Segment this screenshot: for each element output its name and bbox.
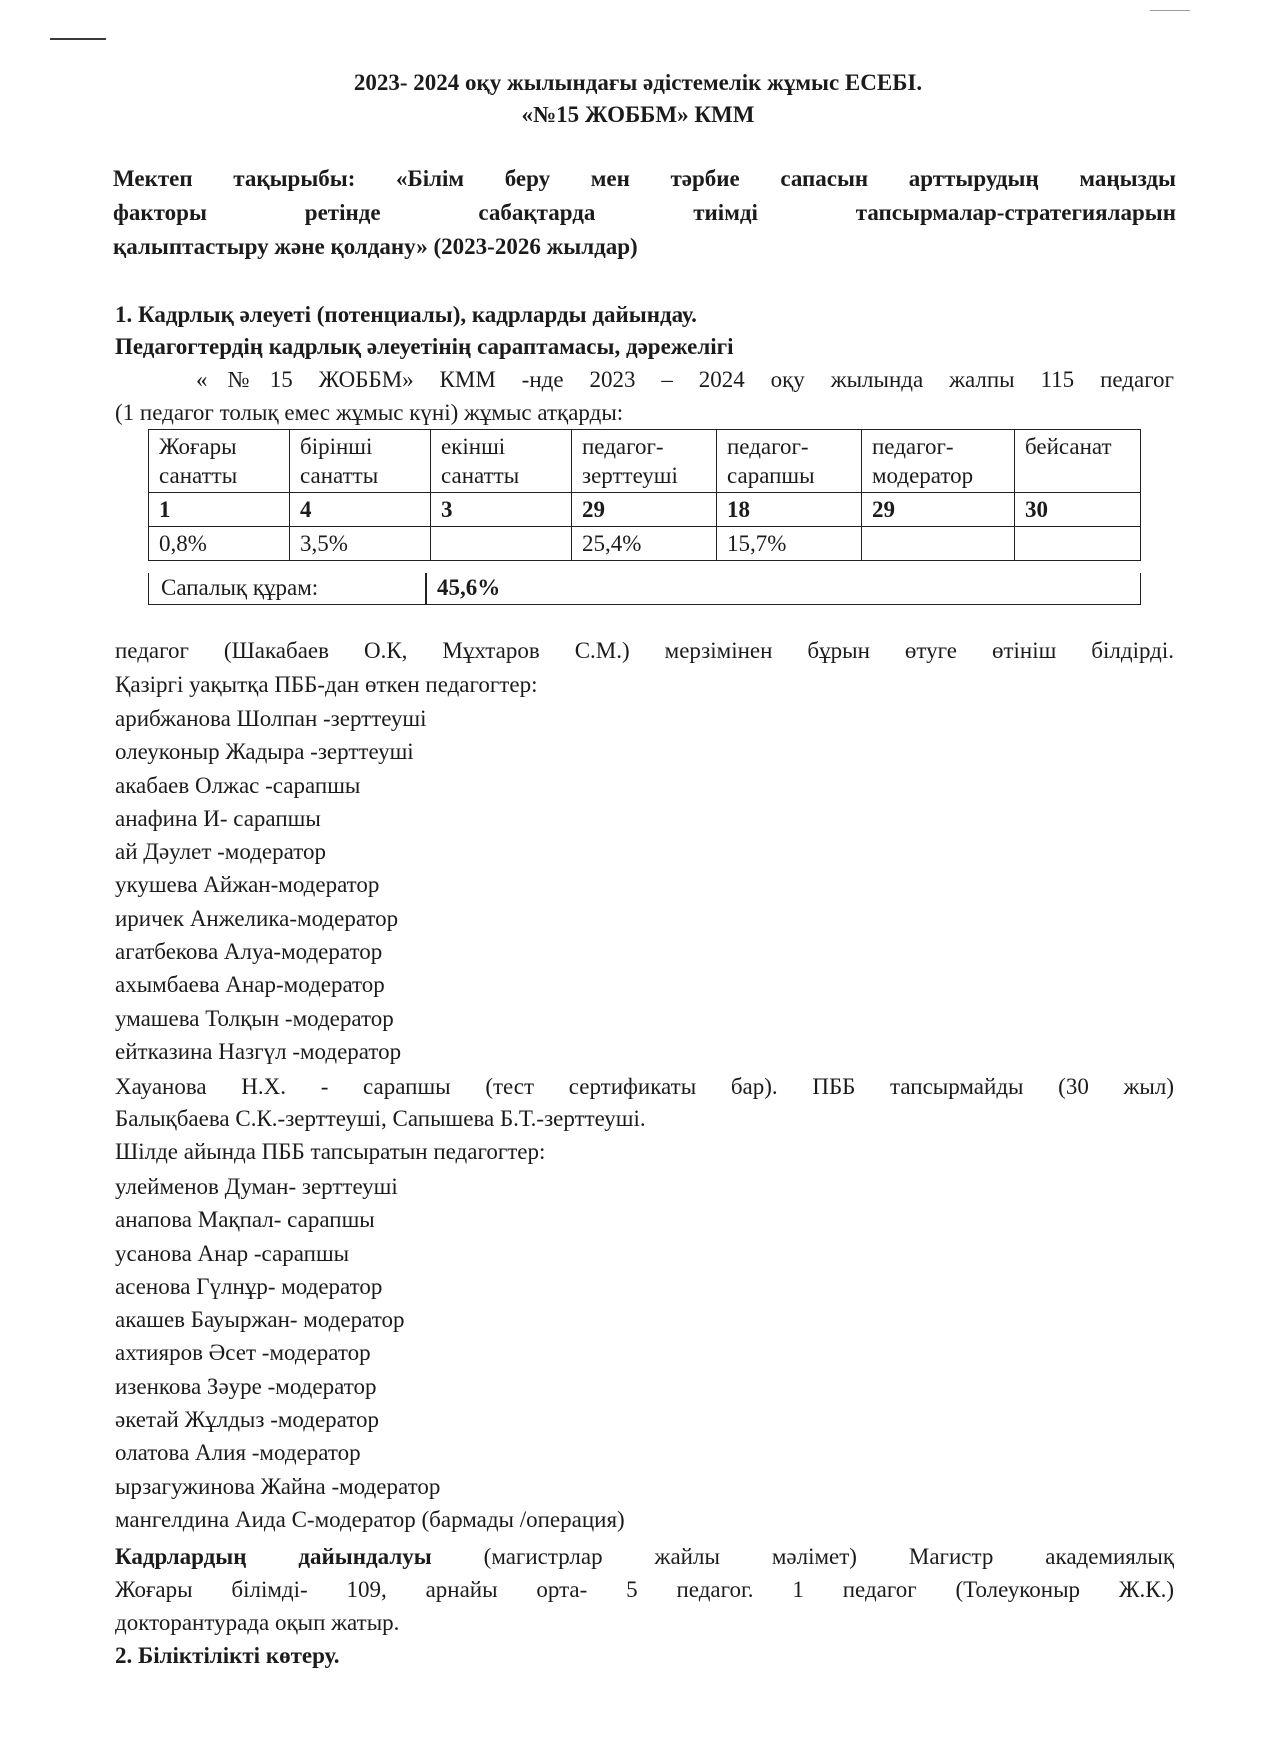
- list-item: ай Дәулет -модератор: [115, 839, 326, 865]
- early-request-text: педагог (Шакабаев О.К, Мұхтаров С.М.) мерзімінен бұрын өтуге өтініш білдірді.: [115, 638, 1174, 663]
- section-1-intro-line: (1 педагог толық емес жұмыс күні) жұмыс атқарды:: [115, 400, 624, 425]
- quality-value: 45,6%: [437, 575, 501, 600]
- header-text: Жоғары: [159, 434, 237, 459]
- header-text: модератор: [872, 463, 974, 488]
- school-theme-line: Мектеп тақырыбы: «Білім беру мен тәрбие сапасын арттырудың маңызды: [113, 166, 1176, 191]
- section-1-intro-line: «№15 ЖОББМ» КММ -нде 2023 – 2024 оқу жылында жалпы 115 педагог: [196, 367, 1174, 392]
- header-text: бейсанат: [1025, 434, 1112, 459]
- list-item: мангелдина Аида С-модератор (бармады /операция): [115, 1506, 625, 1532]
- list-item: ырзагужинова Жайна -модератор: [115, 1473, 441, 1499]
- list-item: усанова Анар -сарапшы: [115, 1240, 350, 1266]
- july-heading: Шілде айында ПББ тапсыратын педагогтер:: [115, 1139, 546, 1164]
- note-line: Балықбаева С.К.-зерттеуші, Сапышева Б.Т.-зерттеуші.: [115, 1106, 646, 1131]
- table-counts-row: [149, 493, 1141, 527]
- scan-artifact: [50, 38, 106, 40]
- training-line: [115, 1542, 1174, 1572]
- list-item: акашев Бауыржан- модератор: [115, 1307, 405, 1333]
- header-text: санатты: [159, 463, 238, 488]
- table-header-cell: [149, 430, 290, 493]
- table-cell: [431, 527, 572, 561]
- table-percents-row: [149, 527, 1141, 561]
- list-item: арибжанова Шолпан -зерттеуші: [115, 706, 427, 731]
- table-header-cell: [862, 430, 1015, 493]
- header-text: санатты: [441, 463, 520, 488]
- table-cell: 25,4%: [572, 527, 717, 561]
- table-cell: 29: [572, 493, 717, 527]
- school-theme-line: факторы ретінде сабақтарда тиімді тапсырмалар-стратегияларын: [113, 200, 1176, 225]
- section-1-heading: 1. Кадрлық әлеуеті (потенциалы), кадрларды дайындау.: [115, 302, 697, 327]
- quality-divider: [425, 573, 427, 604]
- july-teachers-list: [115, 1170, 625, 1536]
- header-text: санатты: [300, 463, 379, 488]
- list-item: ейтказина Назгүл -модератор: [115, 1038, 402, 1064]
- quality-row: [148, 573, 1141, 605]
- table-cell: 3,5%: [290, 527, 431, 561]
- table-cell: 3: [431, 493, 572, 527]
- table-cell: 29: [862, 493, 1015, 527]
- table-header-row: [149, 430, 1141, 493]
- table-cell: 4: [290, 493, 431, 527]
- list-item: олатова Алия -модератор: [115, 1440, 361, 1466]
- list-item: ахтияров Әсет -модератор: [115, 1340, 371, 1366]
- list-item: изенкова Зәуре -модератор: [115, 1373, 377, 1399]
- list-item: улейменов Думан- зерттеуші: [115, 1174, 398, 1199]
- staff-category-table: [148, 429, 1141, 561]
- header-text: педагог-: [727, 434, 809, 459]
- document-title: 2023- 2024 оқу жылындағы әдістемелік жұмыс ЕСЕБІ.: [353, 70, 923, 95]
- table-cell: [1015, 527, 1141, 561]
- passed-teachers-list: [115, 702, 427, 1068]
- list-item: ахымбаева Анар-модератор: [115, 972, 385, 998]
- section-1-subheading: Педагогтердің кадрлық әлеуетінің сараптамасы, дәрежелігі: [115, 334, 734, 359]
- table-cell: 18: [717, 493, 862, 527]
- table-cell: 1: [149, 493, 290, 527]
- list-item: агатбекова Алуа-модератор: [115, 939, 383, 965]
- table-cell: 15,7%: [717, 527, 862, 561]
- section-2-heading: 2. Біліктілікті көтеру.: [115, 1643, 340, 1668]
- header-text: бірінші: [300, 434, 373, 459]
- header-text: педагог-: [872, 434, 954, 459]
- school-theme: [113, 162, 1176, 264]
- list-item: акабаев Олжас -сарапшы: [115, 772, 361, 798]
- training-line: Жоғары білімді- 109, арнайы орта- 5 педагог. 1 педагог (Толеуконыр Ж.К.): [115, 1577, 1174, 1602]
- school-name-title: «№15 ЖОББМ» КММ: [521, 102, 755, 127]
- header-text: сарапшы: [727, 463, 815, 488]
- header-text: екінші: [441, 434, 506, 459]
- list-item: олеуконыр Жадыра -зерттеуші: [115, 739, 414, 765]
- school-theme-line: қалыптастыру және қолдану» (2023-2026 жылдар): [113, 234, 638, 259]
- header-text: педагог-: [582, 434, 664, 459]
- table-header-cell: [1015, 430, 1141, 493]
- list-item: анапова Мақпал- сарапшы: [115, 1207, 375, 1233]
- table-header-cell: [290, 430, 431, 493]
- table-header-cell: [431, 430, 572, 493]
- table-cell: 0,8%: [149, 527, 290, 561]
- list-item: умашева Толқын -модератор: [115, 1005, 394, 1031]
- quality-label: Сапалық құрам:: [161, 575, 319, 600]
- table-header-cell: [572, 430, 717, 493]
- training-text: (магистрлар жайлы мәлімет) Магистр академиялық: [483, 1544, 1174, 1569]
- passed-heading: Қазіргі уақытқа ПББ-дан өткен педагогтер:: [115, 672, 538, 697]
- list-item: асенова Гүлнұр- модератор: [115, 1273, 383, 1299]
- table-cell: 30: [1015, 493, 1141, 527]
- training-label: Кадрлардың дайындалуы: [115, 1544, 432, 1569]
- scan-artifact: [1150, 10, 1190, 11]
- training-line: докторантурада оқып жатыр.: [115, 1610, 400, 1635]
- list-item: анафина И- сарапшы: [115, 805, 321, 831]
- table-header-cell: [717, 430, 862, 493]
- list-item: иричек Анжелика-модератор: [115, 905, 399, 931]
- table-cell: [862, 527, 1015, 561]
- list-item: әкетай Жұлдыз -модератор: [115, 1407, 380, 1433]
- list-item: укушева Айжан-модератор: [115, 872, 380, 898]
- header-text: зерттеуші: [582, 463, 678, 488]
- note-line: Хауанова Н.Х. - сарапшы (тест сертификаты бар). ПББ тапсырмайды (30 жыл): [115, 1074, 1174, 1099]
